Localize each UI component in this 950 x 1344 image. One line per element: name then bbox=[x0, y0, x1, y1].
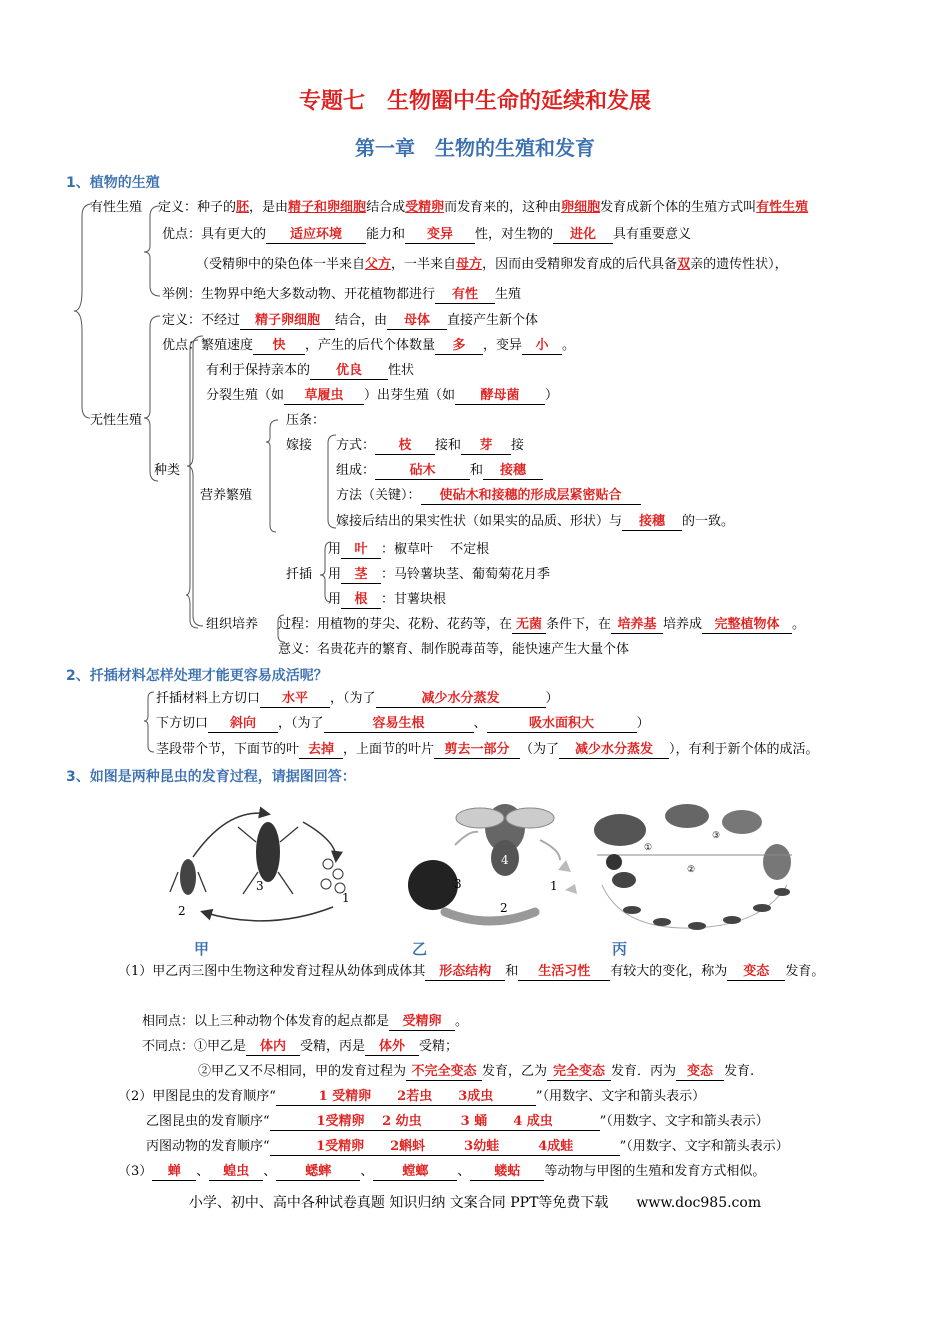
fig-a-num-1: 1 bbox=[342, 891, 350, 905]
question-2a: （2）甲图昆虫的发育顺序“ 1 受精卵 2若虫 3成虫 ”（用数字、文字和箭头表示） bbox=[118, 1089, 706, 1104]
grafting-method: 方式： 枝 接和 芽 接 bbox=[336, 438, 525, 453]
similarity: 相同点：以上三种动物个体发育的起点都是 受精卵 。 bbox=[142, 1014, 469, 1029]
section-3-heading: 3、如图是两种昆虫的发育过程，请据图回答： bbox=[66, 769, 356, 785]
fig-label-c: 丙 bbox=[612, 940, 628, 958]
cutting-leaf: 用 叶 ：椒草叶 不定根 bbox=[328, 542, 490, 557]
grafting-label: 嫁接 bbox=[286, 438, 313, 453]
fig-label-b: 乙 bbox=[412, 940, 428, 958]
fig-b-num-1: 1 bbox=[550, 879, 558, 893]
sexual-definition: 定义：种子的胚，是由精子和卵细胞结合成受精卵而发育来的，这种由卵细胞发育成新个体的生殖方式叫有性生殖 bbox=[158, 200, 809, 215]
bracket-lines-3 bbox=[142, 688, 156, 758]
question-2b: 乙图昆虫的发育顺序“ 1受精卵 2 幼虫 3 蛹 4 成虫 ”（用数字、文字和箭头表示） bbox=[146, 1114, 769, 1129]
difference-1: 不同点：①甲乙是 体内 受精，丙是 体外 受精； bbox=[142, 1039, 459, 1054]
fission-budding: 分裂生殖（如 草履虫 ）出芽生殖（如 酵母菌 ） bbox=[206, 388, 559, 403]
cutting-bottom: 下方切口 斜向 ，（为了 容易生根 、 吸水面积大 ） bbox=[156, 716, 650, 731]
tissue-culture-label: 组织培养 bbox=[206, 617, 259, 632]
figure-c-frog-cycle bbox=[592, 800, 807, 940]
grafting-key: 方法（关键）： 使砧木和接穗的形成层紧密贴合 bbox=[336, 487, 641, 505]
sexual-label: 有性生殖 bbox=[90, 200, 143, 215]
fig-a-num-3: 3 bbox=[256, 879, 264, 893]
grafting-composition: 组成： 砧木 和 接穗 bbox=[336, 462, 543, 480]
section-2-heading: 2、扦插材料怎样处理才能更容易成活呢？ bbox=[66, 668, 328, 684]
asexual-label: 无性生殖 bbox=[90, 413, 143, 428]
layering-label: 压条： bbox=[286, 413, 326, 428]
fig-a-num-2: 2 bbox=[178, 904, 186, 918]
figure-a-cricket-cycle bbox=[168, 802, 368, 932]
tissue-culture-significance: 意义：名贵花卉的繁育、制作脱毒苗等，能快速产生大量个体 bbox=[278, 642, 630, 657]
vegetative-label: 营养繁殖 bbox=[200, 488, 253, 503]
figure-b-fly-cycle bbox=[400, 800, 585, 930]
fig-label-a: 甲 bbox=[194, 940, 210, 958]
question-2c: 丙图动物的发育顺序“ 1受精卵 2蝌蚪 3幼蛙 4成蛙 ”（用数字、文字和箭头表示） bbox=[146, 1139, 789, 1154]
page-title: 专题七 生物圈中生命的延续和发展 bbox=[298, 89, 651, 114]
cutting-root: 用 根 ：甘薯块根 bbox=[328, 592, 447, 607]
grafting-result: 嫁接后结出的果实性状（如果实的品质、形状）与 接穗 的一致。 bbox=[336, 514, 735, 529]
cutting-stem: 用 茎 ：马铃薯块茎、葡萄菊花月季 bbox=[328, 567, 551, 582]
footer: 小学、初中、高中各种试卷真题 知识归纳 文案合同 PPT等免费下载 www.doc985.com bbox=[188, 1195, 762, 1211]
question-3: （3） 蝉 、 蝗虫 、 蟋蟀 、 螳螂 、 蝼蛄 等动物与甲图的生殖和发育方式相似。 bbox=[118, 1164, 766, 1179]
difference-2: ②甲乙又不尽相同，甲的发育过程为 不完全变态 发育，乙为 完全变态 发育．丙为 变态 发育. bbox=[198, 1064, 755, 1079]
cutting-label: 扦插 bbox=[286, 567, 313, 582]
question-1: （1）甲乙丙三图中生物这种发育过程从幼体到成体其 形态结构 和 生活习性 有较大的变化，称为 变态 发育。 bbox=[118, 964, 825, 979]
cutting-nodes: 茎段带个节，下面节的叶 去掉 ，上面节的叶片 剪去一部分 （为了 减少水分蒸发 ），有利于新个体的成活。 bbox=[156, 742, 819, 757]
asexual-advantage: 优点：繁殖速度 快 ，产生的后代个体数量 多 ，变异 小 。 bbox=[162, 338, 576, 353]
sexual-advantage: 优点：具有更大的 适应环境 能力和 变异 性，对生物的 进化 具有重要意义 bbox=[162, 227, 692, 242]
asexual-definition: 定义：不经过 精子卵细胞 结合，由 母体 直接产生新个体 bbox=[162, 313, 539, 328]
sexual-note: （受精卵中的染色体一半来自父方，一半来自母方，因而由受精卵发育成的后代具备双亲的遗传性状）， bbox=[196, 257, 788, 272]
chapter-title: 第一章 生物的生殖和发育 bbox=[355, 136, 595, 160]
fig-b-num-3: 3 bbox=[454, 877, 462, 891]
fig-c-num-1: ① bbox=[644, 843, 653, 853]
cutting-top: 扦插材料上方切口 水平 ，（为了 减少水分蒸发 ） bbox=[156, 691, 559, 706]
sexual-example: 举例：生物界中绝大多数动物、开花植物都进行 有性 生殖 bbox=[162, 287, 522, 302]
asexual-advantage-2: 有利于保持亲本的 优良 性状 bbox=[206, 363, 415, 378]
fig-b-num-4: 4 bbox=[501, 853, 509, 867]
fig-c-num-3: ③ bbox=[712, 831, 721, 841]
section-1-heading: 1、植物的生殖 bbox=[66, 175, 160, 191]
tissue-culture-process: 过程：用植物的芽尖、花粉、花药等，在 无菌 条件下，在 培养基 培养成 完整植物体 。 bbox=[278, 617, 806, 632]
fig-b-num-2: 2 bbox=[500, 901, 508, 915]
fig-c-num-2: ② bbox=[687, 865, 696, 875]
types-label: 种类 bbox=[154, 463, 181, 478]
